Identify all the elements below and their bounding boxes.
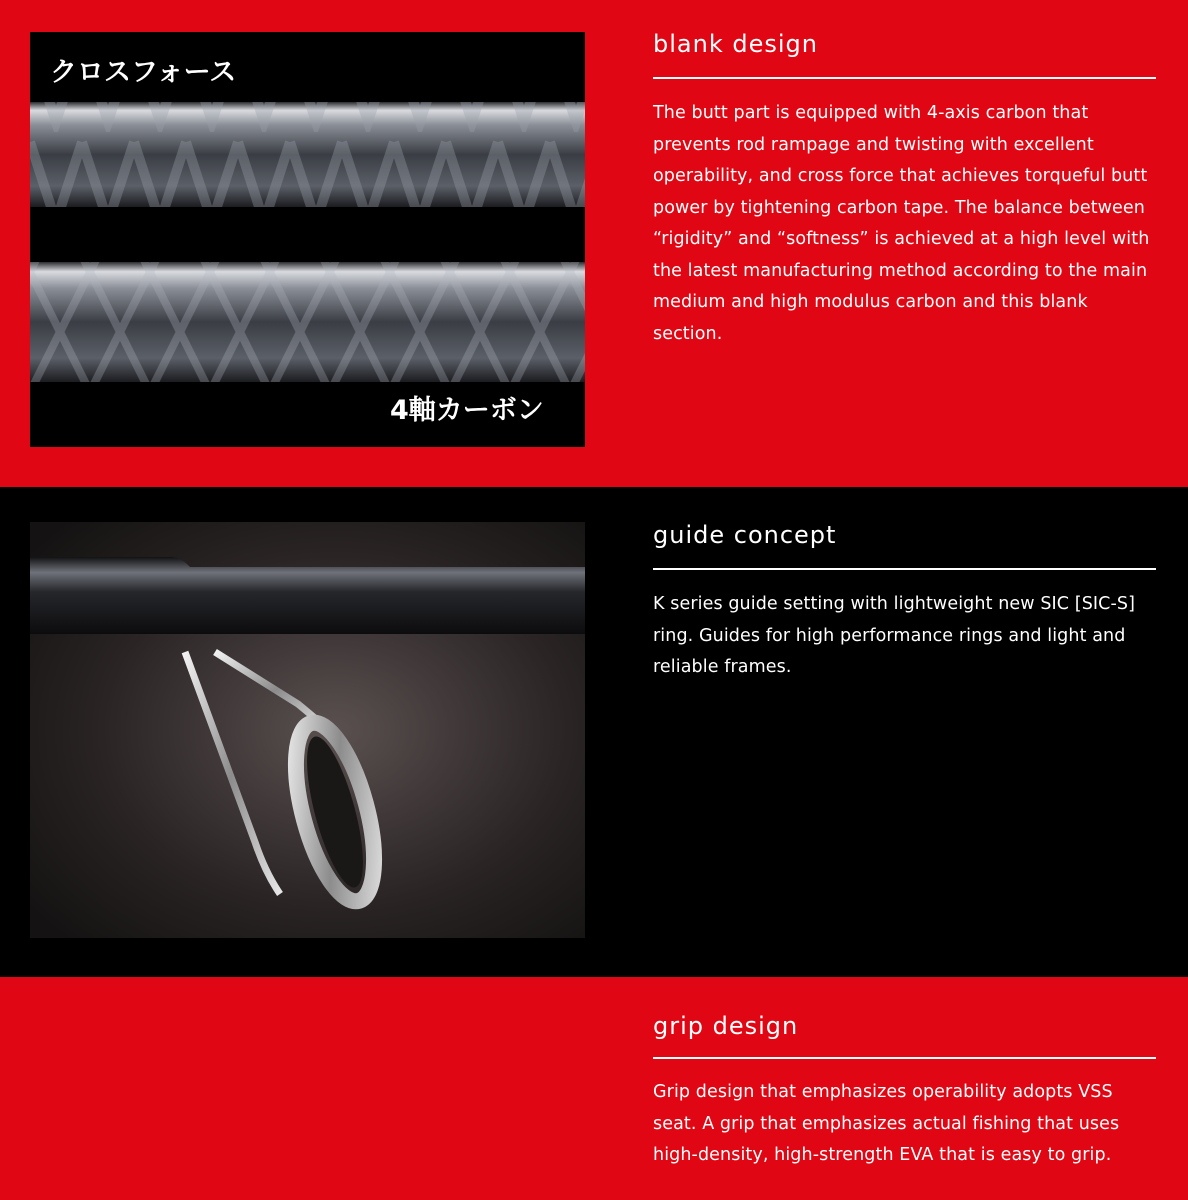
rod-guide-illustration: [30, 522, 585, 938]
guide-concept-title: guide concept: [653, 521, 837, 549]
guide-concept-body: K series guide setting with lightweight new SIC [SIC-S] ring. Guides for high performance rings and light and reliable frames.: [653, 594, 1136, 677]
guide-concept-section: [0, 487, 1188, 977]
grip-design-body: Grip design that emphasizes operability adopts VSS seat. A grip that emphasizes actual fishing that uses high-density, high-strength EVA that is easy to grip.: [653, 1082, 1120, 1165]
four-axis-carbon-label: 4軸カーボン: [390, 395, 544, 426]
guide-image: [30, 522, 585, 938]
blank-design-divider: [653, 77, 1156, 79]
cross-force-label: クロスフォース: [50, 57, 237, 88]
grip-design-section: [0, 977, 1188, 1200]
guide-concept-divider: [653, 568, 1156, 570]
blank-design-body: The butt part is equipped with 4-axis carbon that prevents rod rampage and twisting with excellent operability, and cross force that achieves torqueful butt power by tightening carbon tape. The balance between “rigidity” and “softness” is achieved at a high level with the latest manufacturing method according to the main medium and high modulus carbon and this blank section.: [653, 103, 1150, 344]
blank-carbon-image: [30, 32, 585, 447]
grip-design-divider: [653, 1057, 1156, 1059]
carbon-rods-illustration: [30, 32, 585, 447]
blank-design-title: blank design: [653, 30, 818, 58]
blank-design-section: [0, 0, 1188, 487]
grip-design-title: grip design: [653, 1012, 799, 1040]
